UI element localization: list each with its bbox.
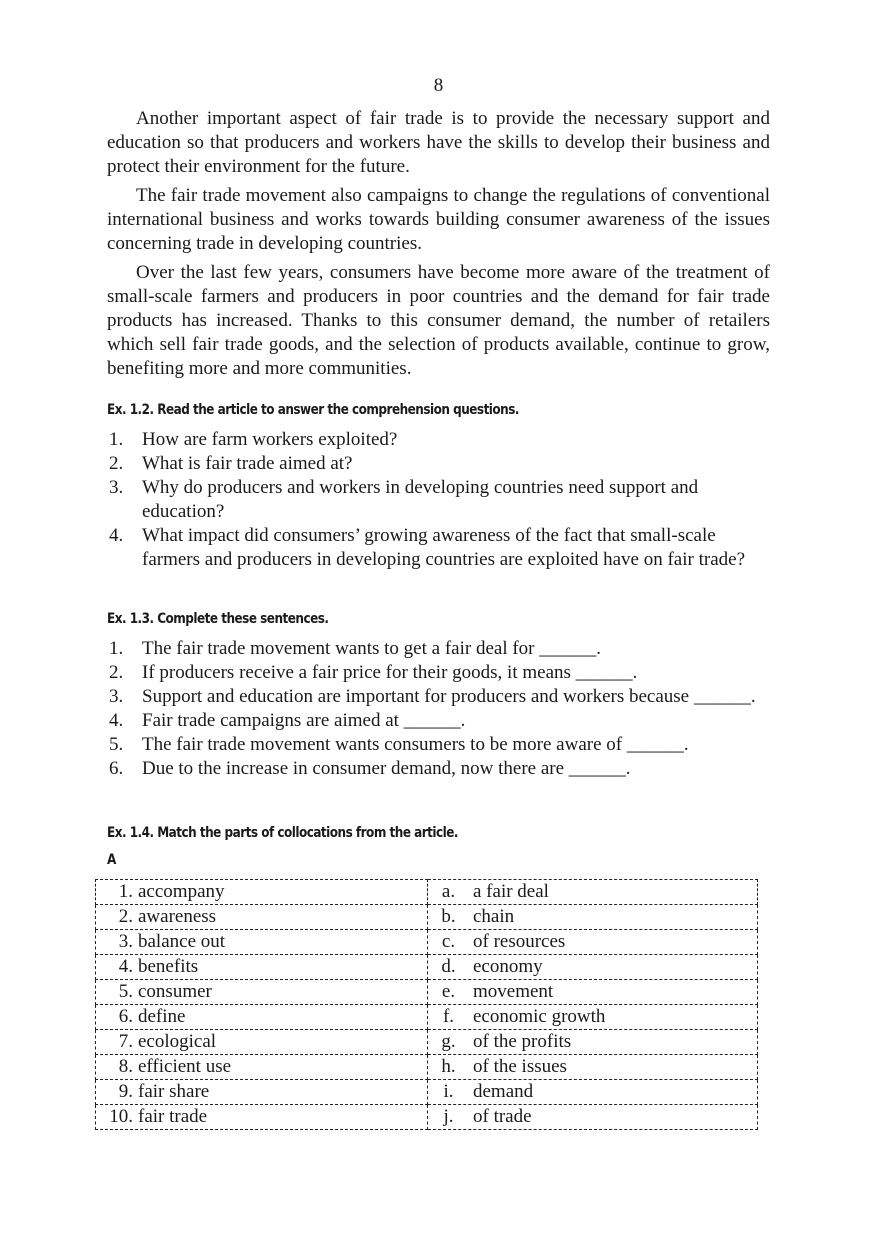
column-b-cell — [428, 955, 758, 980]
item-number: 5. — [118, 981, 133, 1002]
collocation-match: of the issues — [473, 1056, 567, 1077]
column-a-cell — [96, 1005, 428, 1030]
item-letter: f. — [442, 1006, 455, 1027]
collocation-word: ecological — [138, 1031, 217, 1052]
question-text: Why do producers and workers in developing countries need support and education? — [142, 477, 699, 522]
table-row — [96, 930, 758, 955]
item-number: 6. — [118, 1006, 133, 1027]
column-a-cell — [96, 930, 428, 955]
collocation-match: of trade — [473, 1106, 532, 1127]
collocation-word: define — [138, 1006, 186, 1027]
column-a-cell — [96, 1030, 428, 1055]
column-b-cell — [428, 1030, 758, 1055]
item-number: 9. — [118, 1081, 133, 1102]
column-a-cell — [96, 980, 428, 1005]
collocation-match-table — [95, 879, 758, 1130]
sentence-text: If producers receive a fair price for their goods, it means ______. — [142, 662, 638, 683]
item-letter: e. — [441, 981, 456, 1002]
table-row — [96, 1055, 758, 1080]
collocation-match: movement — [473, 981, 554, 1002]
comprehension-questions-list — [107, 428, 770, 572]
sentence-item — [107, 661, 770, 685]
column-b-cell — [428, 1105, 758, 1130]
column-a-cell — [96, 905, 428, 930]
collocation-word: fair share — [138, 1081, 210, 1102]
item-letter: d. — [441, 956, 456, 977]
page-number: 8 — [433, 75, 444, 96]
question-number: 3. — [109, 477, 124, 498]
question-number: 4. — [109, 525, 124, 546]
item-number: 2. — [118, 906, 133, 927]
table-row — [96, 880, 758, 905]
table-row — [96, 1105, 758, 1130]
table-row — [96, 1030, 758, 1055]
column-b-cell — [428, 980, 758, 1005]
collocation-match: of the profits — [473, 1031, 572, 1052]
collocation-word: efficient use — [138, 1056, 232, 1077]
sentence-text: The fair trade movement wants to get a fair deal for ______. — [142, 638, 601, 659]
sentence-text: The fair trade movement wants consumers to be more aware of ______. — [142, 734, 689, 755]
column-a-cell — [96, 1055, 428, 1080]
article-paragraph: Over the last few years, consumers have become more aware of the treatment of small-scale farmers and producers in poor countries and the demand for fair trade products has increased. Thanks to this consumer demand, the number of retailers which sell fair trade goods, and the selection of products available, continue to grow, benefiting more and more communities. — [107, 262, 770, 379]
table-row — [96, 980, 758, 1005]
item-number: 4. — [118, 956, 133, 977]
collocation-word: fair trade — [138, 1106, 208, 1127]
column-b-cell — [428, 1055, 758, 1080]
collocation-match: economy — [473, 956, 543, 977]
item-number: 8. — [118, 1056, 133, 1077]
item-number: 1. — [118, 881, 133, 902]
item-letter: h. — [441, 1056, 456, 1077]
collocation-match: demand — [473, 1081, 534, 1102]
sentence-item — [107, 757, 770, 781]
column-a-cell — [96, 1105, 428, 1130]
column-b-cell — [428, 930, 758, 955]
table-row — [96, 955, 758, 980]
collocation-word: benefits — [138, 956, 199, 977]
column-b-cell — [428, 905, 758, 930]
item-number: 7. — [118, 1031, 133, 1052]
sentence-number: 4. — [109, 710, 124, 731]
item-letter: c. — [441, 931, 456, 952]
question-item — [107, 524, 770, 572]
column-a-cell — [96, 955, 428, 980]
question-text: What impact did consumers’ growing awareness of the fact that small-scale farmers and producers in developing countries are exploited have on fair trade? — [142, 525, 745, 570]
question-item — [107, 452, 770, 476]
column-a-cell — [96, 880, 428, 905]
article-paragraph: Another important aspect of fair trade is to provide the necessary support and education so that producers and workers have the skills to develop their business and protect their environment for the future. — [107, 108, 770, 177]
column-b-cell — [428, 880, 758, 905]
table-row — [96, 905, 758, 930]
collocation-match: chain — [473, 906, 515, 927]
table-row — [96, 1080, 758, 1105]
sentence-text: Support and education are important for producers and workers because ______. — [142, 686, 756, 707]
item-letter: i. — [443, 1081, 454, 1102]
sentence-text: Due to the increase in consumer demand, now there are ______. — [142, 758, 631, 779]
question-item — [107, 476, 770, 524]
article-paragraph: The fair trade movement also campaigns to change the regulations of conventional international business and works towards building consumer awareness of the issues concerning trade in developing countries. — [107, 185, 770, 254]
sentence-item — [107, 733, 770, 757]
collocation-word: consumer — [138, 981, 212, 1002]
collocation-match: economic growth — [473, 1006, 606, 1027]
question-text: What is fair trade aimed at? — [142, 453, 353, 474]
item-letter: a. — [441, 881, 456, 902]
collocation-match: of resources — [473, 931, 566, 952]
column-b-cell — [428, 1080, 758, 1105]
item-letter: b. — [441, 906, 456, 927]
article-body — [107, 107, 770, 386]
question-item — [107, 428, 770, 452]
sentence-number: 1. — [109, 638, 124, 659]
table-row — [96, 1005, 758, 1030]
collocation-table-body — [96, 880, 758, 1130]
sentence-number: 6. — [109, 758, 124, 779]
column-b-cell — [428, 1005, 758, 1030]
exercise-1-4-heading: Ex. 1.4. Match the parts of collocations from the article. — [107, 825, 458, 841]
sentence-item — [107, 685, 770, 709]
item-letter: j. — [443, 1106, 454, 1127]
sentence-number: 2. — [109, 662, 124, 683]
item-letter: g. — [441, 1031, 456, 1052]
sentence-number: 5. — [109, 734, 124, 755]
exercise-1-2-heading: Ex. 1.2. Read the article to answer the comprehension questions. — [107, 402, 519, 418]
question-text: How are farm workers exploited? — [142, 429, 398, 450]
collocation-word: balance out — [138, 931, 226, 952]
complete-sentences-list — [107, 637, 770, 781]
sentence-text: Fair trade campaigns are aimed at ______. — [142, 710, 466, 731]
collocation-word: awareness — [138, 906, 217, 927]
item-number: 3. — [118, 931, 133, 952]
question-number: 2. — [109, 453, 124, 474]
collocation-match: a fair deal — [473, 881, 549, 902]
sentence-item — [107, 637, 770, 661]
sentence-number: 3. — [109, 686, 124, 707]
question-number: 1. — [109, 429, 124, 450]
collocation-word: accompany — [138, 881, 225, 902]
sentence-item — [107, 709, 770, 733]
exercise-1-4-subheading: A — [107, 852, 116, 868]
column-a-cell — [96, 1080, 428, 1105]
exercise-1-3-heading: Ex. 1.3. Complete these sentences. — [107, 611, 329, 627]
item-number: 10. — [109, 1106, 133, 1127]
